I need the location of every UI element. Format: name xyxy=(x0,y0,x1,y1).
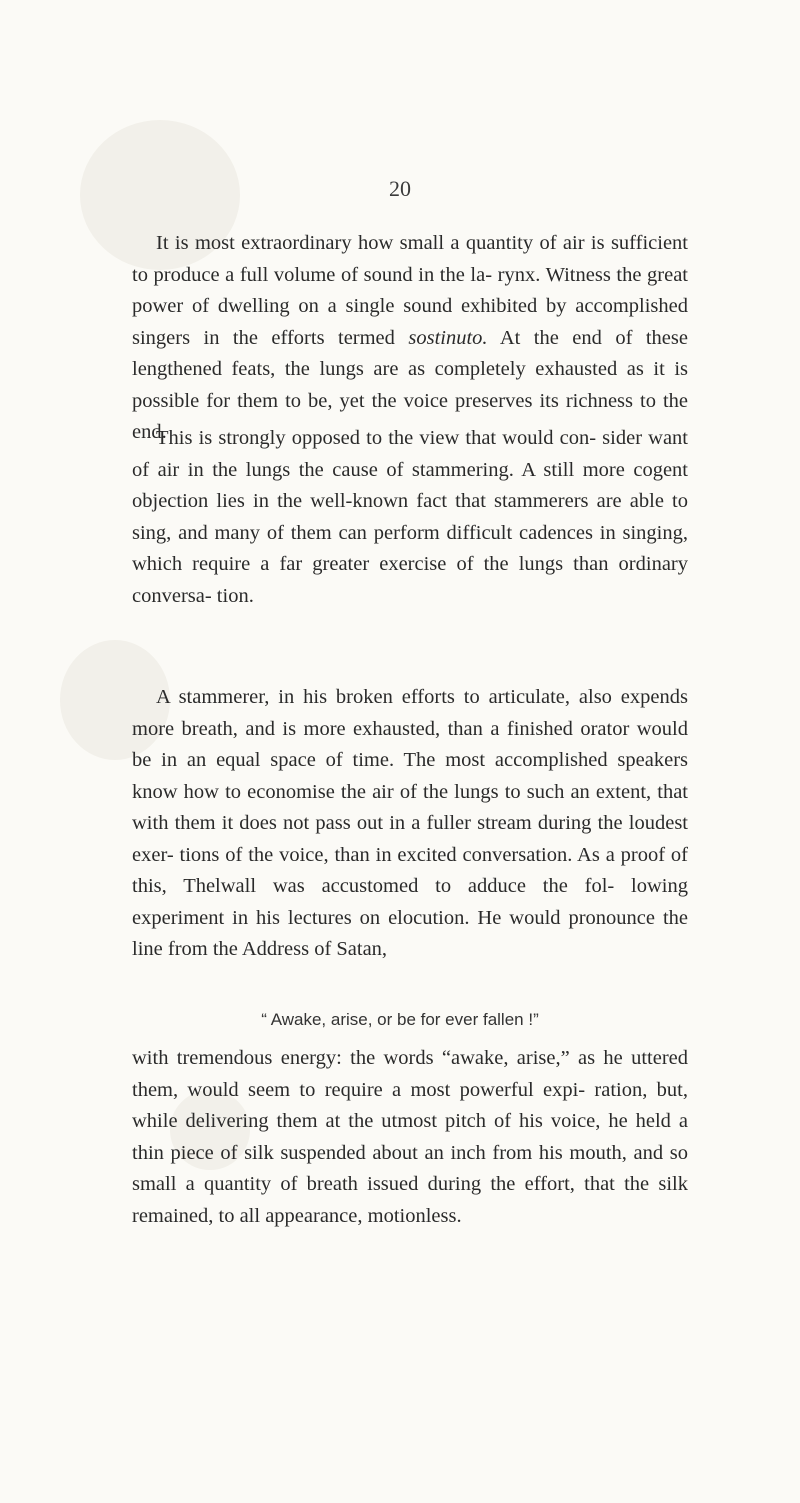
quoted-line: “ Awake, arise, or be for ever fallen !” xyxy=(261,1010,539,1029)
paragraph-3-text: A stammerer, in his broken efforts to articulate, also expends more breath, and is more exhausted, than a finished orator would be in an equal space of time. The most accomplished speakers know how to economise the air of the lungs to such an extent, that with them it does not pass out in a fuller stream during the loudest exer- tions of the voice, than in excited conversation. As a proof of this, Thelwall was accustomed to adduce the fol- lowing experiment in his lectures on elocution. He would pronounce the line from the Address of Satan, xyxy=(132,686,688,960)
paragraph-continuation-text: with tremendous energy: the words “awake, arise,” as he uttered them, would seem to require a most powerful expi- ration, but, while delivering them at the utmost pitch of his voice, he held a thin piece of silk suspended about an inch from his mouth, and so small a quantity of breath issued during the effort, that the silk remained, to all appearance, motionless. xyxy=(132,1047,688,1227)
paragraph-continuation xyxy=(132,1043,688,1232)
paragraph-1-text-start: It is most extraordinary how small a quantity of air is sufficient to produce a full volume of sound in the la- rynx. Witness the great power of dwelling on a single sound exhibited by accomplished singers in the efforts termed xyxy=(132,232,688,349)
paragraph-2-text: This is strongly opposed to the view that would con- sider want of air in the lungs the cause of stammering. A still more cogent objection lies in the well-known fact that stammerers are able to sing, and many of them can perform difficult cadences in singing, which require a far greater exercise of the lungs than ordinary conversa- tion. xyxy=(132,427,688,607)
paragraph-3 xyxy=(132,682,688,966)
paragraph-1-text-end: At the end of these lengthened feats, the lungs are as completely exhausted as it is possible for them to be, yet the voice preserves its richness to the end. xyxy=(132,326,688,443)
page-number: 20 xyxy=(389,176,411,201)
paragraph-1-italic-term: sostinuto. xyxy=(408,326,488,349)
paragraph-1 xyxy=(132,228,688,449)
paragraph-2 xyxy=(132,423,688,612)
